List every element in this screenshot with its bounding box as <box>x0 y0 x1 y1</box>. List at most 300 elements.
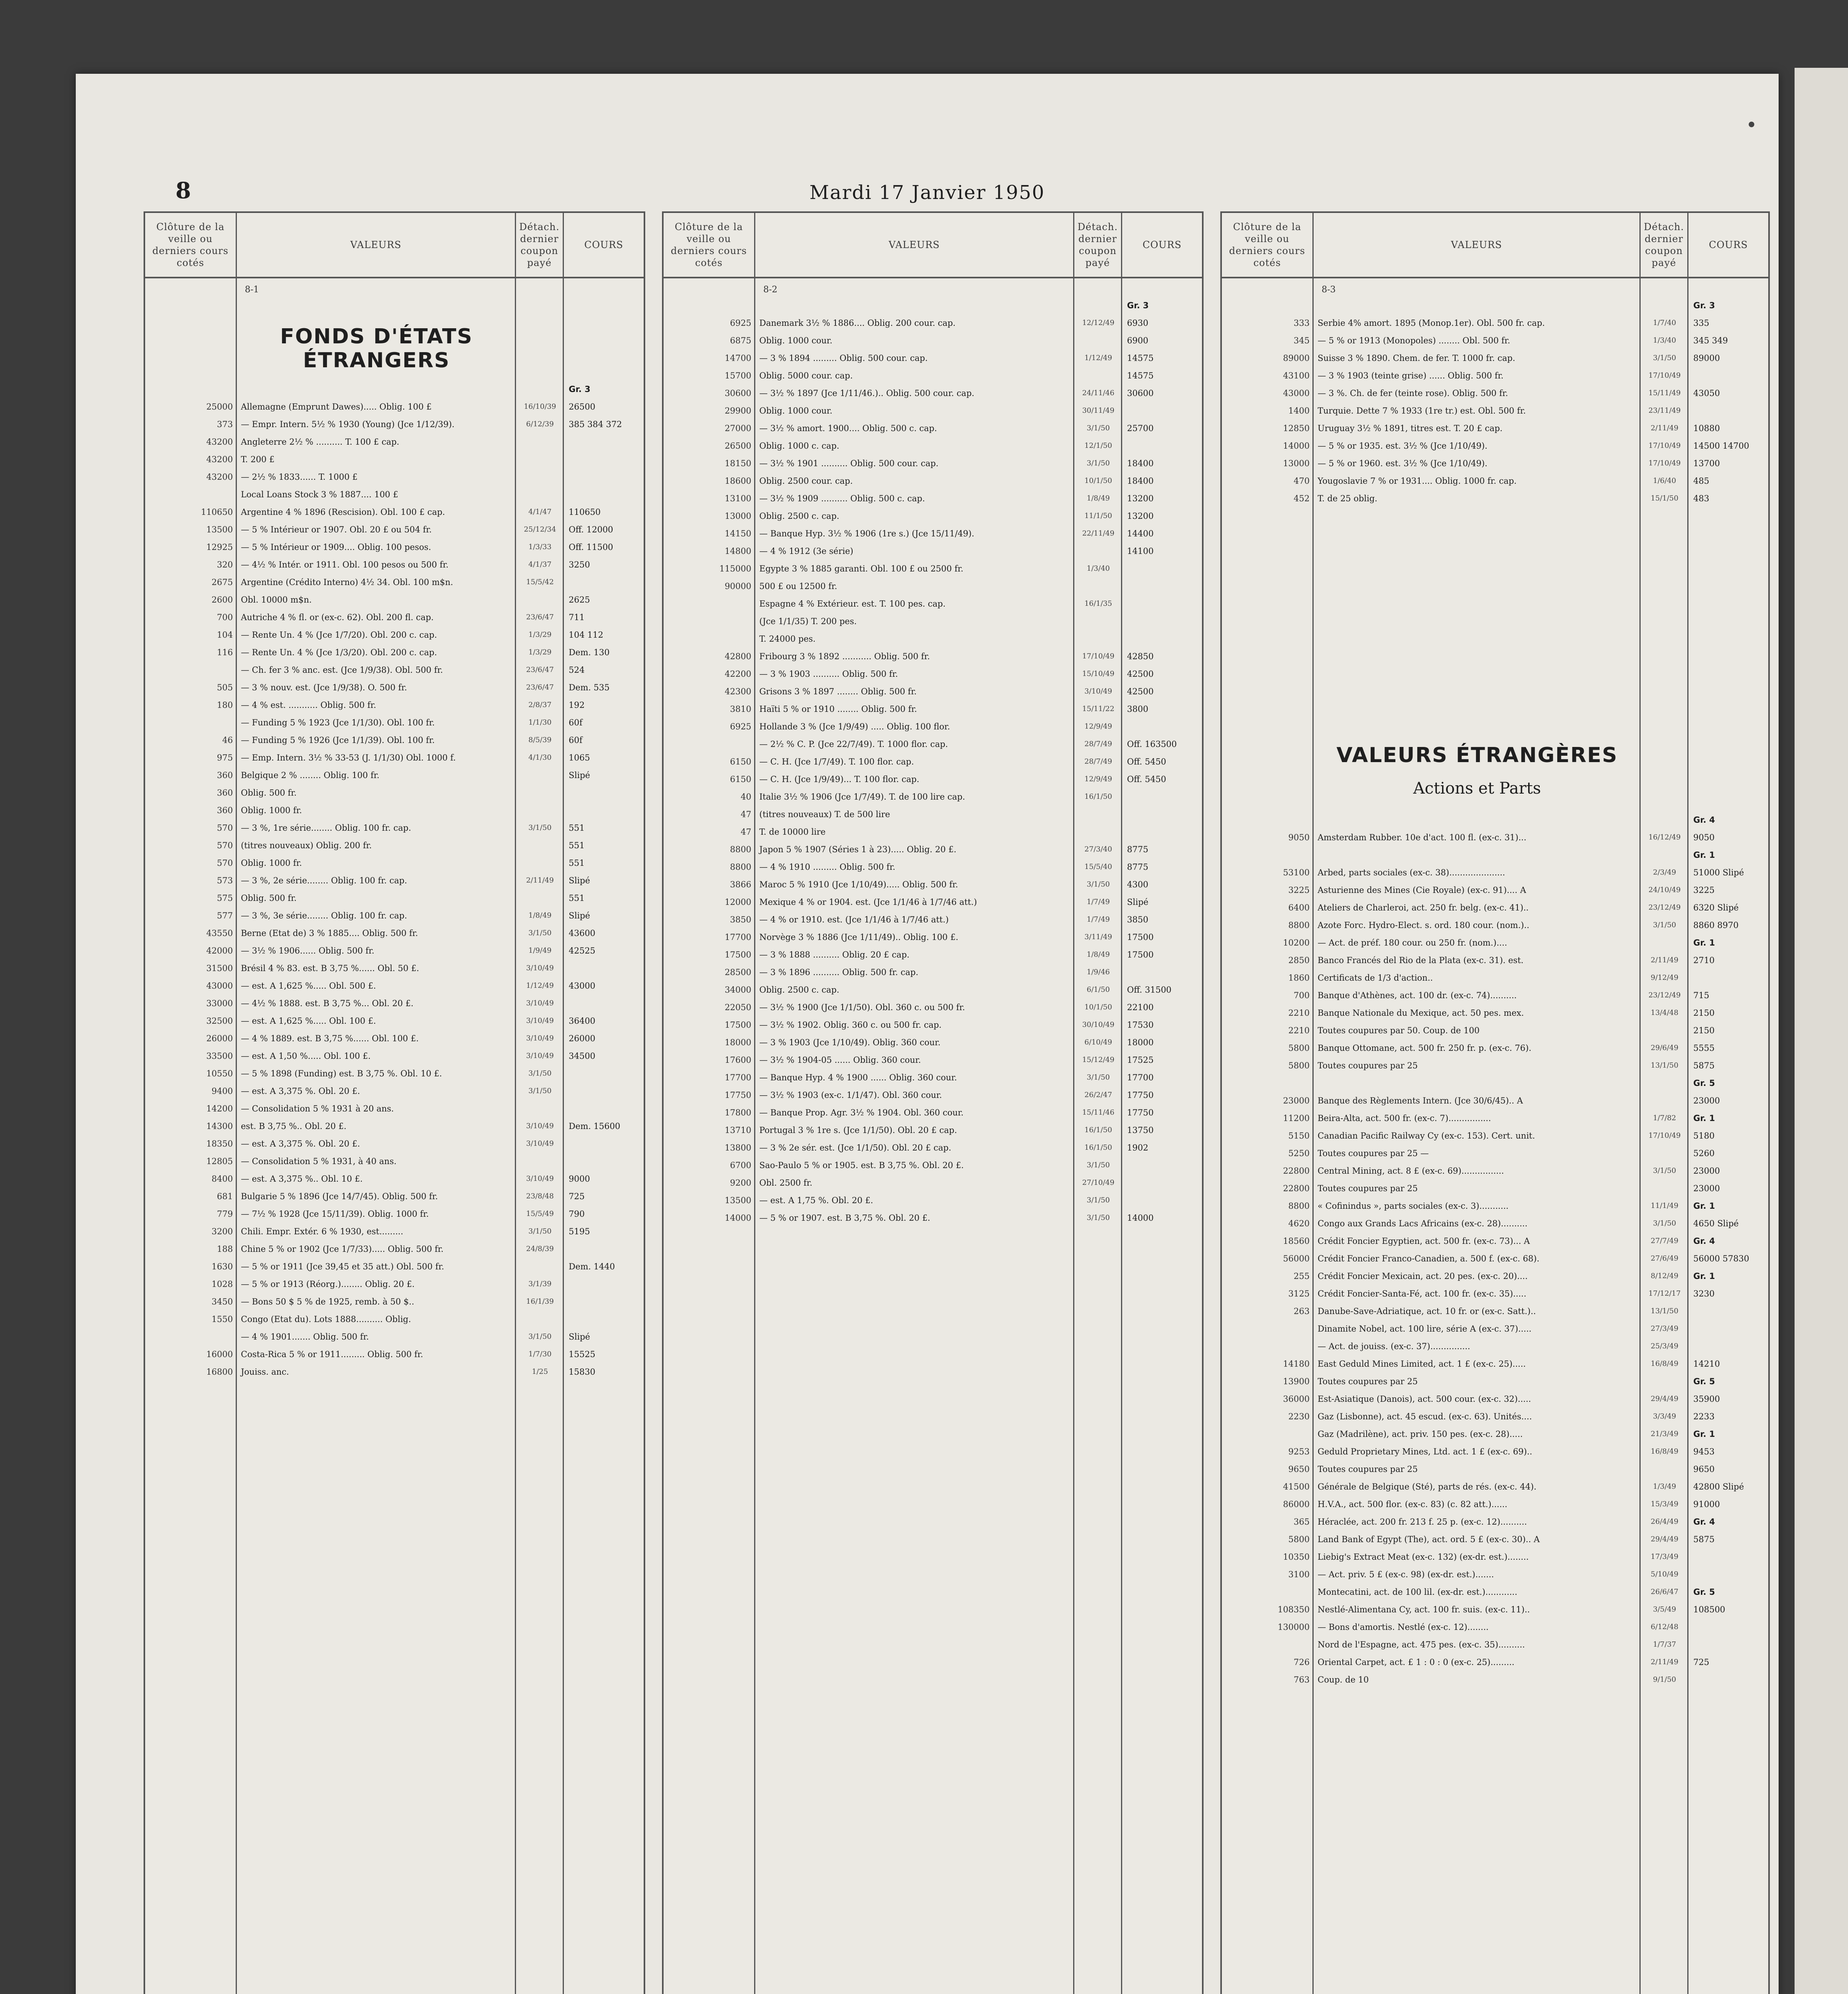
security-name: — 3½ % 1904-05 ...... Oblig. 360 cour. <box>759 1055 921 1065</box>
coupon-date <box>1641 1092 1688 1109</box>
price-value <box>564 1065 644 1082</box>
table-row <box>664 420 1202 437</box>
security-name: Gaz (Madrilène), act. priv. 150 pes. (ex-c. 28)..... <box>1318 1429 1523 1439</box>
coupon-date: 3/1/50 <box>528 1332 552 1341</box>
security-name: — 3½ % 1902. Oblig. 360 c. ou 500 fr. cap. <box>759 1020 942 1030</box>
close-value: 43000 <box>206 981 233 991</box>
security-name: Ateliers de Charleroi, act. 250 fr. belg. (ex-c. 41).. <box>1318 903 1529 912</box>
price-value: Slipé <box>1127 897 1149 907</box>
price-value: Dem. 130 <box>569 648 610 657</box>
table-row <box>664 770 1202 788</box>
coupon-date: 21/3/49 <box>1651 1430 1679 1438</box>
close-value: 2210 <box>1288 1008 1310 1018</box>
security-name: Toutes coupures par 25 — <box>1318 1149 1429 1158</box>
coupon-date: 23/11/49 <box>1648 406 1681 415</box>
close-value: 130000 <box>1277 1622 1310 1632</box>
price-value: 23000 <box>1693 1184 1720 1193</box>
security-name: Banque d'Athènes, act. 100 dr. (ex-c. 74).......... <box>1318 991 1517 1000</box>
coupon-date: 30/10/49 <box>1082 1021 1115 1029</box>
close-value: 13900 <box>1283 1377 1310 1386</box>
coupon-date <box>516 380 564 398</box>
coupon-date <box>1074 806 1122 823</box>
close-value: 17700 <box>725 932 751 942</box>
security-name: — 3 % 1903 (Jce 1/10/49). Oblig. 360 cour. <box>759 1038 941 1047</box>
close-value: 90000 <box>725 581 751 591</box>
price-value: 15525 <box>569 1350 595 1359</box>
close-value: 8800 <box>730 862 751 872</box>
close-value: 43200 <box>206 455 233 464</box>
close-value: 5800 <box>1288 1061 1310 1070</box>
coupon-date: 3/10/49 <box>526 1139 554 1148</box>
table-row <box>145 1030 644 1047</box>
price-value <box>564 1275 644 1293</box>
price-value: 42525 <box>569 946 595 956</box>
security-name: Geduld Proprietary Mines, Ltd. act. 1 £ (ex-c. 69).. <box>1318 1447 1533 1456</box>
close-value: 42200 <box>725 669 751 679</box>
security-name: — 3½ % amort. 1900.... Oblig. 500 c. cap. <box>759 424 937 433</box>
security-name: — 3½ % 1900 (Jce 1/1/50). Obl. 360 c. ou 500 fr. <box>759 1003 965 1012</box>
security-name: — 5 % or 1913 (Réorg.)........ Oblig. 20 £. <box>241 1279 415 1289</box>
price-value <box>564 1153 644 1170</box>
coupon-date: 27/7/49 <box>1651 1237 1679 1245</box>
price-value <box>1122 630 1202 648</box>
coupon-date: 28/7/49 <box>1084 757 1112 766</box>
close-value: 2230 <box>1288 1412 1310 1421</box>
price-value <box>1122 964 1202 981</box>
security-name: T. 24000 pes. <box>759 634 816 644</box>
close-value: 12805 <box>206 1157 233 1166</box>
security-name: — 3 % 1903 .......... Oblig. 500 fr. <box>759 669 898 679</box>
close-value: 577 <box>217 911 233 920</box>
coupon-date: 29/4/49 <box>1651 1535 1679 1543</box>
price-value <box>564 960 644 977</box>
close-value: 27000 <box>725 424 751 433</box>
security-name: Crédit Foncier Franco-Canadien, a. 500 f. (ex-c. 68). <box>1318 1254 1540 1263</box>
coupon-date: 12/12/49 <box>1082 319 1115 327</box>
security-name: Oblig. 500 fr. <box>241 893 297 903</box>
coupon-date: 27/3/40 <box>1084 845 1112 853</box>
close-value: 10200 <box>1283 938 1310 948</box>
close-value: 8800 <box>1288 1201 1310 1211</box>
close-value: 10350 <box>1283 1552 1310 1562</box>
security-name: Oriental Carpet, act. £ 1 : 0 : 0 (ex-c. 25)......... <box>1318 1657 1515 1667</box>
close-value: 4620 <box>1288 1219 1310 1228</box>
header-coupon: Détach. dernier coupon payé <box>1641 213 1688 277</box>
price-value: 18400 <box>1127 476 1154 486</box>
coupon-date: 4/1/30 <box>528 753 552 762</box>
table-row <box>664 1174 1202 1192</box>
close-value: 26000 <box>206 1034 233 1043</box>
table-row <box>145 591 644 609</box>
table-row <box>1222 1180 1768 1197</box>
security-name: Yougoslavie 7 % or 1931.... Oblig. 1000 fr. cap. <box>1318 476 1517 486</box>
table-row <box>145 907 644 924</box>
coupon-date: 16/1/50 <box>1084 1126 1112 1134</box>
table-row <box>145 889 644 907</box>
coupon-date: 16/10/39 <box>524 402 556 411</box>
table-row <box>145 1135 644 1153</box>
close-value: 726 <box>1293 1657 1310 1667</box>
coupon-date <box>1641 811 1688 829</box>
coupon-date <box>1641 1145 1688 1162</box>
coupon-date: 3/10/49 <box>526 1174 554 1183</box>
close-value: 5800 <box>1288 1043 1310 1053</box>
close-value: 14800 <box>725 546 751 556</box>
close-value: 89000 <box>1283 353 1310 363</box>
coupon-date <box>1641 1022 1688 1039</box>
table-row <box>1222 987 1768 1004</box>
security-name: — 3 %, 3e série........ Oblig. 100 fr. cap. <box>241 911 407 920</box>
coupon-date: 3/5/49 <box>1653 1605 1676 1614</box>
coupon-date: 15/12/49 <box>1082 1056 1115 1064</box>
price-value: 3850 <box>1127 915 1149 924</box>
table-row <box>145 749 644 766</box>
price-value <box>1688 1320 1768 1338</box>
security-name: Italie 3½ % 1906 (Jce 1/7/49). T. de 100 lire cap. <box>759 792 965 802</box>
table-row <box>145 398 644 416</box>
security-name: 500 £ ou 12500 fr. <box>759 581 837 591</box>
coupon-date <box>1074 332 1122 349</box>
table-row <box>145 573 644 591</box>
coupon-date: 23/6/47 <box>526 613 554 621</box>
price-value: Slipé <box>569 770 590 780</box>
security-name: Générale de Belgique (Sté), parts de rés. (ex-c. 44). <box>1318 1482 1537 1492</box>
price-value: 30600 <box>1127 388 1154 398</box>
close-value: 3810 <box>730 704 751 714</box>
close-value: 43200 <box>206 437 233 447</box>
security-name: Suisse 3 % 1890. Chem. de fer. T. 1000 fr. cap. <box>1318 353 1515 363</box>
coupon-date: 6/12/48 <box>1651 1623 1679 1631</box>
close-value: 14000 <box>1283 441 1310 451</box>
price-value: Gr. 4 <box>1693 815 1715 825</box>
close-value: 700 <box>1293 991 1310 1000</box>
close-value: 18000 <box>725 1038 751 1047</box>
price-value: 17500 <box>1127 950 1154 960</box>
coupon-date: 30/11/49 <box>1082 406 1115 415</box>
table-row <box>1222 1601 1768 1618</box>
security-name: — Act. priv. 5 £ (ex-c. 98) (ex-dr. est.)....... <box>1318 1570 1494 1579</box>
table-row <box>664 841 1202 858</box>
price-value: 17700 <box>1127 1073 1154 1082</box>
coupon-date: 26/6/47 <box>1651 1588 1679 1596</box>
security-name: — 5 % or 1935. est. 3½ % (Jce 1/10/49). <box>1318 441 1487 451</box>
security-name: Asturienne des Mines (Cie Royale) (ex-c. 91).... A <box>1318 885 1526 895</box>
table-row <box>1222 1478 1768 1496</box>
security-name: Portugal 3 % 1re s. (Jce 1/1/50). Obl. 20 £ cap. <box>759 1125 957 1135</box>
security-name: Argentine (Crédito Interno) 4½ 34. Obl. 100 m$n. <box>241 577 453 587</box>
coupon-date: 1/7/30 <box>528 1350 552 1358</box>
security-name: Espagne 4 % Extérieur. est. T. 100 pes. cap. <box>759 599 946 609</box>
close-value: 14150 <box>725 529 751 538</box>
table-row <box>1222 1583 1768 1601</box>
header-cours: COURS <box>584 239 623 250</box>
rows-middle <box>664 297 1202 1227</box>
table-row <box>145 1328 644 1346</box>
table-row <box>664 735 1202 753</box>
table-row <box>1222 1355 1768 1373</box>
table-row <box>145 503 644 521</box>
coupon-date: 2/8/37 <box>528 701 552 709</box>
close-value: 3450 <box>211 1297 233 1306</box>
coupon-date: 25/12/34 <box>524 525 556 534</box>
price-value: 483 <box>1693 494 1710 503</box>
table-row <box>145 924 644 942</box>
price-value: 725 <box>1693 1657 1710 1667</box>
price-value: 2233 <box>1693 1412 1715 1421</box>
coupon-date: 17/10/49 <box>1648 371 1681 380</box>
table-row <box>145 1047 644 1065</box>
security-name: — Act. de préf. 180 cour. ou 250 fr. (nom.).... <box>1318 938 1507 948</box>
close-value <box>145 380 237 398</box>
price-value: 524 <box>569 665 585 675</box>
table-row <box>664 1157 1202 1174</box>
price-value <box>1688 1636 1768 1653</box>
price-value: 51000 Slipé <box>1693 868 1744 877</box>
security-name: Belgique 2 % ........ Oblig. 100 fr. <box>241 770 380 780</box>
coupon-date <box>516 837 564 854</box>
coupon-date: 1/3/29 <box>528 631 552 639</box>
price-value: Gr. 3 <box>569 384 591 394</box>
price-value: 3230 <box>1693 1289 1715 1298</box>
security-name: Montecatini, act. de 100 lil. (ex-dr. est.)............ <box>1318 1587 1517 1597</box>
security-name: — Banque Prop. Agr. 3½ % 1904. Obl. 360 cour. <box>759 1108 964 1117</box>
table-row <box>664 402 1202 420</box>
coupon-date: 1/7/49 <box>1087 898 1110 906</box>
security-name: — 3 % 2e sér. est. (Jce 1/1/50). Obl. 20 £ cap. <box>759 1143 952 1153</box>
table-row <box>145 433 644 451</box>
table-row <box>145 451 644 468</box>
price-value <box>1122 402 1202 420</box>
coupon-date: 3/10/49 <box>526 1017 554 1025</box>
table-row <box>145 1170 644 1188</box>
close-value <box>1222 846 1314 864</box>
price-value <box>1688 1338 1768 1355</box>
price-value: 35900 <box>1693 1394 1720 1404</box>
security-name: — 4½ % Intér. or 1911. Obl. 100 pesos ou 500 fr. <box>241 560 449 569</box>
security-name: — 5 % or 1911 (Jce 39,45 et 35 att.) Obl. 500 fr. <box>241 1262 444 1271</box>
price-value: Gr. 1 <box>1693 938 1715 948</box>
close-value: 5250 <box>1288 1149 1310 1158</box>
table-row <box>145 538 644 556</box>
coupon-date: 2/11/49 <box>526 876 554 885</box>
security-name: — 4 % 1912 (3e série) <box>759 546 853 556</box>
close-value: 13710 <box>725 1125 751 1135</box>
security-name: — 3 % 1903 (teinte grise) ...... Oblig. 500 fr. <box>1318 371 1504 380</box>
price-value: 715 <box>1693 991 1710 1000</box>
security-name: — 4 % 1889. est. B 3,75 %...... Obl. 100 £. <box>241 1034 419 1043</box>
price-value: Gr. 1 <box>1693 850 1715 860</box>
table-row <box>145 1065 644 1082</box>
price-value: Gr. 4 <box>1693 1236 1715 1246</box>
table-row <box>145 696 644 714</box>
price-value: Slipé <box>569 1332 590 1342</box>
table-row <box>145 1240 644 1258</box>
coupon-date: 1/8/49 <box>528 911 552 920</box>
close-value: 43000 <box>1283 388 1310 398</box>
table-row <box>145 679 644 696</box>
coupon-date: 23/8/48 <box>526 1192 554 1200</box>
coupon-date: 15/11/46 <box>1082 1108 1115 1117</box>
price-value <box>1122 437 1202 455</box>
close-value <box>1222 1338 1314 1355</box>
security-name: « Cofinindus », parts sociales (ex-c. 3)........... <box>1318 1201 1509 1211</box>
table-row <box>145 942 644 960</box>
coupon-date <box>1641 1180 1688 1197</box>
security-name: Dinamite Nobel, act. 100 lire, série A (ex-c. 37)..... <box>1318 1324 1532 1334</box>
close-value: 13100 <box>725 494 751 503</box>
coupon-date <box>1641 1460 1688 1478</box>
page-number: 8 <box>175 177 191 204</box>
price-value <box>1688 1302 1768 1320</box>
table-row <box>664 1139 1202 1157</box>
price-value: 17750 <box>1127 1108 1154 1117</box>
price-value: 26500 <box>569 402 595 412</box>
coupon-date: 3/1/50 <box>1653 1166 1676 1175</box>
coupon-date: 15/11/49 <box>1648 389 1681 397</box>
table-row <box>145 766 644 784</box>
table-row <box>1222 472 1768 490</box>
security-name: Banque des Règlements Intern. (Jce 30/6/45).. A <box>1318 1096 1523 1105</box>
close-value: 17600 <box>725 1055 751 1065</box>
header-coupon: Détach. dernier coupon payé <box>516 213 564 277</box>
close-value: 373 <box>217 420 233 429</box>
price-value: 56000 57830 <box>1693 1254 1749 1263</box>
close-value: 9253 <box>1288 1447 1310 1456</box>
security-name: Danube-Save-Adriatique, act. 10 fr. or (ex-c. Satt.).. <box>1318 1306 1536 1316</box>
close-value: 14300 <box>206 1121 233 1131</box>
coupon-date: 9/1/50 <box>1653 1675 1676 1684</box>
security-name: — 4 % est. ........... Oblig. 500 fr. <box>241 700 376 710</box>
coupon-date: 15/10/49 <box>1082 670 1115 678</box>
coupon-date: 4/1/37 <box>528 560 552 569</box>
security-name: — Bons 50 $ 5 % de 1925, remb. à 50 $.. <box>241 1297 414 1306</box>
price-value: 4650 Slipé <box>1693 1219 1739 1228</box>
close-value <box>664 297 755 314</box>
coupon-date: 2/11/49 <box>1651 424 1679 432</box>
price-value: 8775 <box>1127 862 1149 872</box>
coupon-date: 1/3/29 <box>528 648 552 656</box>
close-value: 115000 <box>719 564 751 573</box>
header-close: Clôture de la veille ou derniers cours cotés <box>1222 213 1314 277</box>
close-value: 36000 <box>1283 1394 1310 1404</box>
coupon-date <box>1074 613 1122 630</box>
coupon-date <box>516 451 564 468</box>
rows-left <box>145 380 644 1381</box>
coupon-date <box>516 1310 564 1328</box>
price-value: 13700 <box>1693 459 1720 468</box>
table-row <box>1222 1338 1768 1355</box>
coupon-date: 3/1/50 <box>1653 921 1676 929</box>
security-name: — Consolidation 5 % 1931 à 20 ans. <box>241 1104 394 1113</box>
table-row <box>145 784 644 802</box>
table-row <box>1222 367 1768 384</box>
close-value: 5800 <box>1288 1535 1310 1544</box>
security-name: — 2½ % C. P. (Jce 22/7/49). T. 1000 flor. cap. <box>759 739 948 749</box>
security-name: Toutes coupures par 50. Coup. de 100 <box>1318 1026 1480 1035</box>
price-value: 9453 <box>1693 1447 1715 1456</box>
coupon-date: 6/12/39 <box>526 420 554 428</box>
security-name: est. B 3,75 %.. Obl. 20 £. <box>241 1121 347 1131</box>
close-value: 53100 <box>1283 868 1310 877</box>
price-value: 6900 <box>1127 336 1149 345</box>
security-name: — 3½ % 1897 (Jce 1/11/46.).. Oblig. 500 cour. cap. <box>759 388 975 398</box>
coupon-date: 15/5/49 <box>526 1210 554 1218</box>
price-value: 5195 <box>569 1227 590 1236</box>
close-value <box>1222 1425 1314 1443</box>
price-value <box>1122 577 1202 595</box>
table-row <box>1222 1460 1768 1478</box>
coupon-date: 13/1/50 <box>1651 1307 1679 1315</box>
close-value: 681 <box>217 1192 233 1201</box>
table-row <box>664 613 1202 630</box>
security-name: Nord de l'Espagne, act. 475 pes. (ex-c. 35).......... <box>1318 1640 1525 1649</box>
security-name: Oblig. 500 fr. <box>241 788 297 798</box>
close-value: 9050 <box>1288 833 1310 842</box>
coupon-date: 2/11/49 <box>1651 956 1679 964</box>
price-value: Off. 163500 <box>1127 739 1177 749</box>
close-value <box>664 613 755 630</box>
price-value: Dem. 535 <box>569 683 610 692</box>
close-value: 1860 <box>1288 973 1310 983</box>
security-name: Norvège 3 % 1886 (Jce 1/11/49).. Oblig. 100 £. <box>759 932 959 942</box>
coupon-date: 6/1/50 <box>1087 985 1110 994</box>
coupon-date: 1/8/49 <box>1087 950 1110 959</box>
table-row <box>145 486 644 503</box>
close-value: 18150 <box>725 459 751 468</box>
table-row <box>145 1188 644 1205</box>
price-value: 8775 <box>1127 845 1149 854</box>
security-name: Berne (Etat de) 3 % 1885.... Oblig. 500 fr. <box>241 928 418 938</box>
table-row <box>1222 1127 1768 1145</box>
table-row <box>1222 952 1768 969</box>
security-name: — 4 % 1901....... Oblig. 500 fr. <box>241 1332 369 1342</box>
close-value: 28500 <box>725 967 751 977</box>
close-value: 42800 <box>725 652 751 661</box>
table-row <box>664 1016 1202 1034</box>
security-name: Haïti 5 % or 1910 ........ Oblig. 500 fr. <box>759 704 917 714</box>
close-value: 1630 <box>211 1262 233 1271</box>
security-name: Autriche 4 % fl. or (ex-c. 62). Obl. 200 fl. cap. <box>241 613 434 622</box>
price-value: 345 349 <box>1693 336 1728 345</box>
close-value: 108350 <box>1277 1605 1310 1614</box>
close-value <box>664 595 755 613</box>
table-row <box>664 455 1202 472</box>
price-value: Gr. 3 <box>1127 301 1149 310</box>
close-value: 12000 <box>725 897 751 907</box>
price-value <box>1688 367 1768 384</box>
price-value: 17525 <box>1127 1055 1154 1065</box>
price-value: 110650 <box>569 507 601 517</box>
price-value: 5555 <box>1693 1043 1715 1053</box>
price-value: 43050 <box>1693 388 1720 398</box>
security-name <box>755 297 1074 314</box>
price-value: Slipé <box>569 911 590 920</box>
security-name: Sao-Paulo 5 % or 1905. est. B 3,75 %. Obl. 20 £. <box>759 1161 964 1170</box>
table-row <box>664 1034 1202 1051</box>
table-row <box>145 1310 644 1328</box>
security-name: — Bons d'amortis. Nestlé (ex-c. 12)........ <box>1318 1622 1489 1632</box>
price-value: 2150 <box>1693 1026 1715 1035</box>
coupon-date: 1/7/37 <box>1653 1640 1676 1649</box>
table-row <box>1222 1022 1768 1039</box>
table-row <box>1222 864 1768 881</box>
close-value: 255 <box>1293 1271 1310 1281</box>
table-row <box>145 1363 644 1381</box>
price-value: Off. 31500 <box>1127 985 1172 995</box>
price-value: 14575 <box>1127 353 1154 363</box>
coupon-date: 3/3/49 <box>1653 1412 1676 1421</box>
security-name: Argentine 4 % 1896 (Rescision). Obl. 100 £ cap. <box>241 507 445 517</box>
